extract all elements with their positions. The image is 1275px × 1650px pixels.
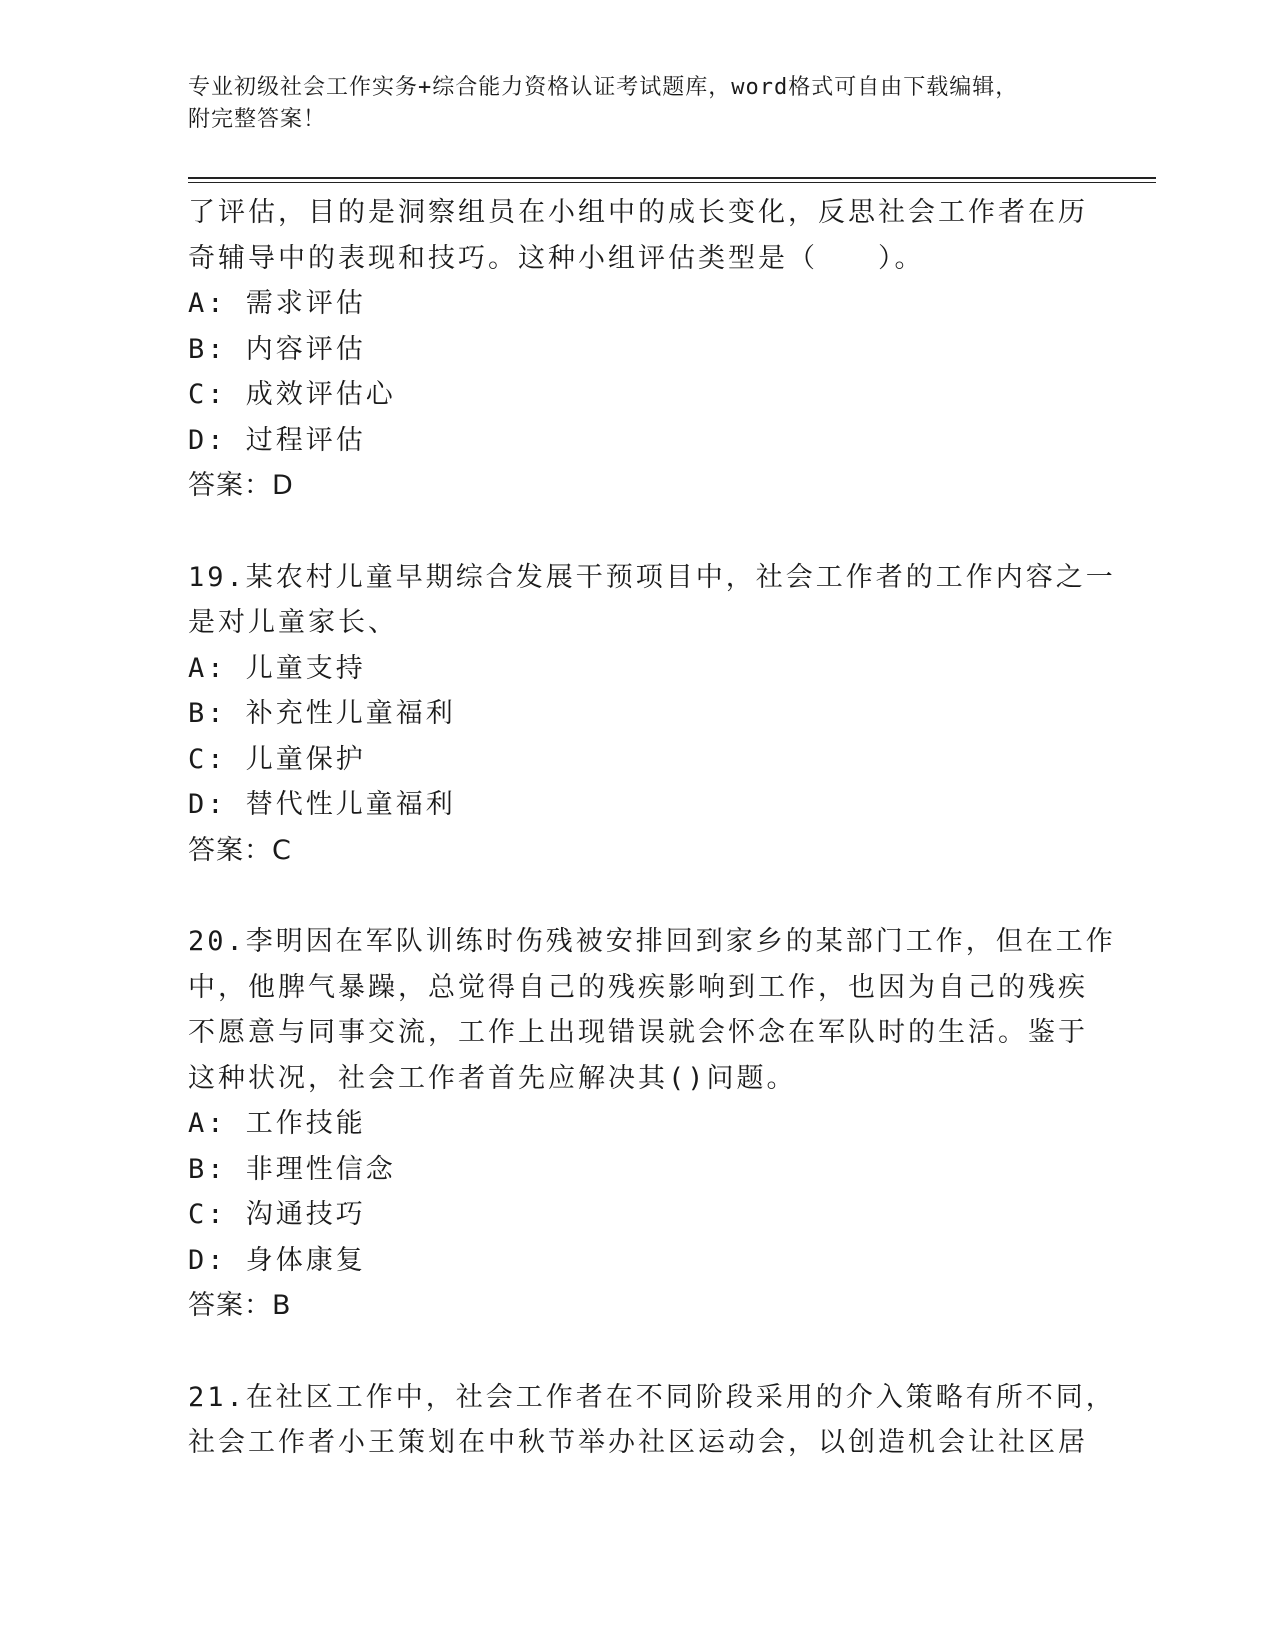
question-stem-line: 是对儿童家长、 [188,607,398,638]
option-b: B: 补充性儿童福利 [188,698,456,729]
question-spacer [188,1329,1088,1375]
question-stem-line: 社会工作者小王策划在中秋节举办社区运动会，以创造机会让社区居 [188,1427,1088,1458]
option-c: C: 沟通技巧 [188,1199,366,1230]
question-20 [188,919,1116,1329]
question-spacer [188,509,1088,555]
answer-line: 答案：B [188,1290,292,1321]
option-d: D: 过程评估 [188,424,366,456]
question-stem-line: 这种状况，社会工作者首先应解决其()问题。 [188,1062,797,1094]
question-stem-line: 21.在社区工作中，社会工作者在不同阶段采用的介入策略有所不同， [188,1381,1116,1413]
answer-line: 答案：D [188,470,294,501]
question-stem-line: 中，他脾气暴躁，总觉得自己的残疾影响到工作，也因为自己的残疾 [188,971,1088,1003]
document-header [188,72,1088,136]
question-19 [188,555,1116,874]
option-b: B: 内容评估 [188,333,366,365]
question-stem-line: 不愿意与同事交流，工作上出现错误就会怀念在军队时的生活。鉴于 [188,1017,1088,1048]
option-a: A: 需求评估 [188,288,366,319]
option-d: D: 替代性儿童福利 [188,789,456,820]
option-d: D: 身体康复 [188,1244,366,1276]
question-stem-line: 20.李明因在军队训练时伤残被安排回到家乡的某部门工作，但在工作 [188,926,1116,957]
header-line-2: 附完整答案！ [188,107,327,132]
header-divider-thick [188,177,1156,179]
document-body [188,190,1116,1466]
option-a: A: 儿童支持 [188,652,366,684]
question-stem-line: 19.某农村儿童早期综合发展干预项目中，社会工作者的工作内容之一 [188,561,1116,593]
option-c: C: 成效评估心 [188,379,396,410]
option-a: A: 工作技能 [188,1108,366,1139]
option-b: B: 非理性信念 [188,1153,396,1185]
question-18 [188,190,1088,509]
header-divider-thin [188,182,1156,183]
answer-line: 答案：C [188,834,292,866]
question-stem-line: 奇辅导中的表现和技巧。这种小组评估类型是（ ）。 [188,242,925,274]
question-spacer [188,873,1088,919]
question-21 [188,1375,1116,1466]
option-c: C: 儿童保护 [188,743,366,775]
header-line-1: 专业初级社会工作实务+综合能力资格认证考试题库，word格式可自由下载编辑， [188,75,1019,100]
question-stem-line: 了评估，目的是洞察组员在小组中的成长变化，反思社会工作者在历 [188,197,1088,228]
